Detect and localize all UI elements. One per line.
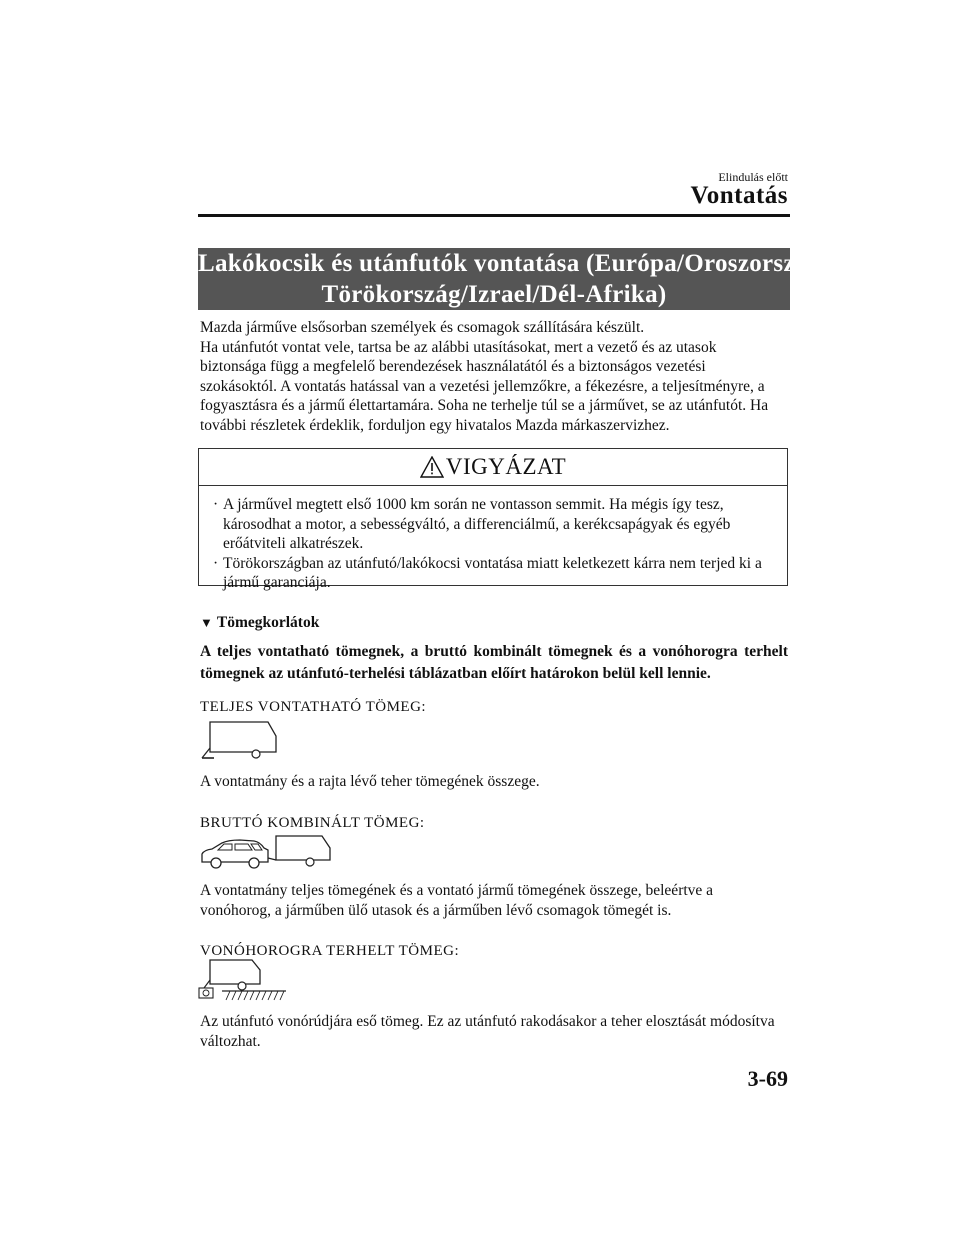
term-label-total-trailer-weight: TELJES VONTATHATÓ TÖMEG:	[200, 699, 427, 715]
term-description	[200, 1012, 790, 1051]
warning-list	[199, 486, 787, 593]
intro-line: Mazda járműve elsősorban személyek és csomagok szállítására készült.	[200, 319, 645, 336]
warning-item-line: · Törökországban az utánfutó/lakókocsi vontatása miatt keletkezett kárra nem terjed ki a	[223, 554, 762, 572]
warning-item-line: jármű garanciája.	[223, 574, 331, 591]
intro-line: biztonsága függ a megfelelő berendezések használatától és a biztonságos vezetési	[200, 358, 706, 376]
trailer-icon	[200, 718, 280, 764]
title-line-2: Törökország/Izrael/Dél-Afrika)	[321, 281, 667, 308]
warning-item	[213, 495, 775, 554]
warning-item	[213, 554, 775, 593]
header-title: Vontatás	[690, 182, 788, 209]
term-description-line: A vontatmány és a rajta lévő teher tömegének összege.	[200, 773, 540, 790]
warning-header	[199, 449, 787, 486]
bold-line: A teljes vontatható tömegnek, a bruttó kombinált tömegnek és a vonóhorogra terhelt	[200, 643, 788, 660]
intro-line: Ha utánfutót vontat vele, tartsa be az alábbi utasításokat, mert a vezető és az utasok	[200, 338, 717, 356]
term-description-line: változhat.	[200, 1032, 261, 1050]
intro-line: további részletek érdeklik, forduljon egy hivatalos Mazda márkaszervizhez.	[200, 416, 670, 434]
section-heading	[200, 614, 319, 632]
title-line-1: Lakókocsik és utánfutók vontatása (Európa/Oroszország/	[198, 250, 828, 277]
tongue-weight-scale-icon	[198, 958, 290, 1004]
title-box	[198, 248, 828, 310]
term-label-tongue-load: VONÓHOROGRA TERHELT TÖMEG:	[200, 943, 460, 959]
term-description-line: Az utánfutó vonórúdjára eső tömeg. Ez az utánfutó rakodásakor a teher elosztását módosítva	[200, 1013, 775, 1030]
term-description-line: A vontatmány teljes tömegének és a vontató jármű tömegének összege, beleértve a	[200, 882, 714, 899]
header-rule	[198, 214, 790, 217]
term-description-line: vonóhorog, a járműben ülő utasok és a járműben lévő csomagok tömegét is.	[200, 901, 672, 919]
term-description	[200, 772, 790, 792]
intro-line: szokásoktól. A vontatás hatással van a vezetési jellemzőkre, a fékezésre, a teljesítményre, a	[200, 377, 765, 395]
warning-item-line: erőátviteli alkatrészek.	[223, 535, 364, 552]
triangle-marker-icon: ▼	[200, 615, 213, 630]
term-label-gross-combination-weight: BRUTTÓ KOMBINÁLT TÖMEG:	[200, 815, 425, 831]
car-with-trailer-icon	[198, 832, 333, 876]
page-number: 3-69	[747, 1066, 788, 1091]
bold-line: tömegnek az utánfutó-terhelési táblázatban előírt határokon belül kell lennie.	[200, 665, 711, 682]
warning-heading: VIGYÁZAT	[445, 454, 567, 479]
header-section-label: Elindulás előtt	[718, 170, 788, 184]
warning-box	[198, 448, 788, 591]
term-description	[200, 881, 790, 920]
warning-triangle-icon	[420, 456, 444, 478]
intro-paragraph	[200, 318, 790, 436]
warning-item-line: · A járművel megtett első 1000 km során ne vontasson semmit. Ha mégis így tesz,	[223, 496, 724, 513]
intro-line: fogyasztásra és a jármű élettartamára. Soha ne terhelje túl se a járművet, se az utánfutót. Ha	[200, 397, 769, 415]
bold-paragraph	[200, 641, 788, 685]
section-heading-text: Tömegkorlátok	[216, 614, 320, 631]
warning-item-line: károsodhat a motor, a sebességváltó, a differenciálmű, a kerékcsapágyak és egyéb	[223, 515, 731, 533]
